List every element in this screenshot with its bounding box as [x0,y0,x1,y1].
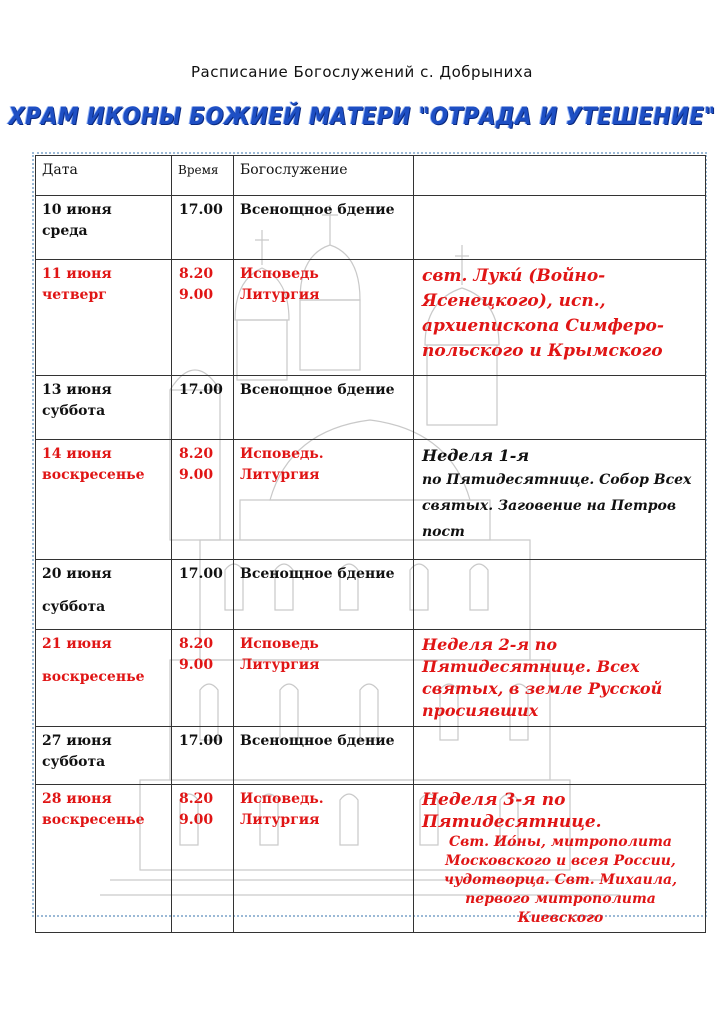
page-title: Расписание Богослужений с. Добрыниха [190,63,533,81]
header-notes [414,156,706,196]
row-notes: Неделя 1-я по Пятидесятнице. Собор Всех святых. Заговение на Петров пост [414,440,706,560]
row-date: 13 июня суббота [36,376,172,440]
row-service: Всенощное бдение [234,376,414,440]
table-row [36,440,706,560]
row-notes [414,727,706,785]
table-row [36,376,706,440]
row-date: 21 июня воскресенье [36,630,172,727]
row-date: 11 июня четверг [36,260,172,376]
table-row [36,785,706,933]
schedule-table [35,155,706,933]
row-notes [414,376,706,440]
row-notes [414,196,706,260]
row-time: 17.00 [172,560,234,630]
row-notes: свт. Луки́ (Войно-Ясенецкого), исп., архиепископа Симферо-польского и Крымского [414,260,706,376]
header-service: Богослужение [234,156,414,196]
table-row [36,727,706,785]
row-time: 17.00 [172,196,234,260]
row-time: 17.00 [172,727,234,785]
row-time: 8.20 9.00 [172,260,234,376]
row-date: 28 июня воскресенье [36,785,172,933]
row-service: Всенощное бдение [234,727,414,785]
header-date: Дата [36,156,172,196]
church-name-heading: ХРАМ ИКОНЫ БОЖИЕЙ МАТЕРИ "ОТРАДА И УТЕШЕНИЕ" [8,102,716,130]
row-time: 8.20 9.00 [172,630,234,727]
table-row [36,560,706,630]
row-service: Всенощное бдение [234,196,414,260]
row-service: Исповедь. Литургия [234,785,414,933]
row-service: Исповедь Литургия [234,260,414,376]
row-time: 8.20 9.00 [172,440,234,560]
header-time: Время [172,156,234,196]
row-service: Всенощное бдение [234,560,414,630]
row-notes [414,560,706,630]
row-notes: Неделя 2-я по Пятидесятнице. Всех святых, в земле Русской просиявших [414,630,706,727]
row-time: 17.00 [172,376,234,440]
row-date: 20 июня суббота [36,560,172,630]
row-time: 8.20 9.00 [172,785,234,933]
row-date: 10 июня среда [36,196,172,260]
row-service: Исповедь. Литургия [234,440,414,560]
row-date: 14 июня воскресенье [36,440,172,560]
table-row [36,196,706,260]
table-row [36,260,706,376]
table-header-row [36,156,706,196]
row-notes: Неделя 3-я по Пятидесятнице. Свт. Ио́ны, митрополита Московского и всея России, чудотворца. Свт. Михаила, первого митрополита Киевского [414,785,706,933]
row-date: 27 июня суббота [36,727,172,785]
row-service: Исповедь Литургия [234,630,414,727]
table-row [36,630,706,727]
